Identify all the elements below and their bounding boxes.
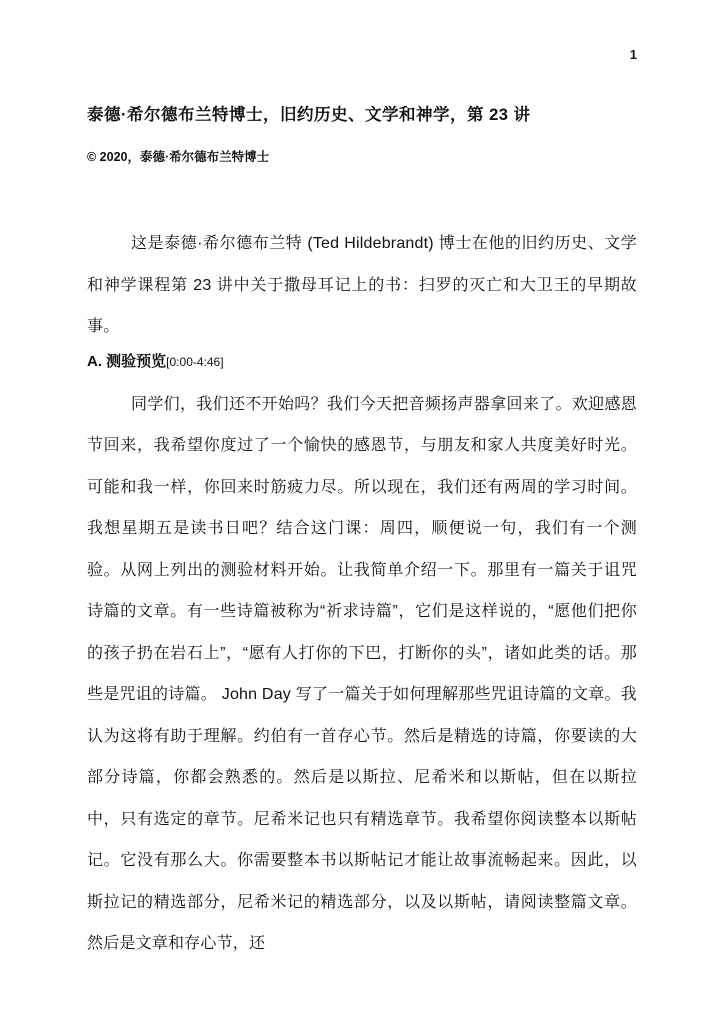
section-heading-timestamp: [0:00-4:46] xyxy=(166,354,224,369)
page-number: 1 xyxy=(629,47,637,62)
intro-paragraph: 这是泰德·希尔德布兰特 (Ted Hildebrandt) 博士在他的旧约历史、文学和神学课程第 23 讲中关于撒母耳记上的书：扫罗的灭亡和大卫王的早期故事。 xyxy=(87,235,637,335)
section-heading-label: A. 测验预览 xyxy=(87,352,167,370)
document-title: 泰德·希尔德布兰特博士，旧约历史、文学和神学，第 23 讲 xyxy=(87,106,531,124)
section-body-paragraph: 同学们，我们还不开始吗？我们今天把音频扬声器拿回来了。欢迎感恩节回来，我希望你度过了一个愉快的感恩节，与朋友和家人共度美好时光。可能和我一样，你回来时筋疲力尽。所以现在，我们还有两周的学习时间。我想星期五是读书日吧？结合这门课：周四，顺便说一句，我们有一个测验。从网上列出的测验材料开始。让我简单介绍一下。那里有一篇关于诅咒诗篇的文章。有一些诗篇被称为“祈求诗篇”，它们是这样说的，“愿他们把你的孩子扔在岩石上”，“愿有人打你的下巴，打断你的头”，诸如此类的话。那些是咒诅的诗篇。 John Day 写了一篇关于如何理解那些咒诅诗篇的文章。我认为这将有助于理解。约伯有一首存心节。然后是精选的诗篇，你要读的大部分诗篇，你都会熟悉的。然后是以斯拉、尼希米和以斯帖，但在以斯拉中，只有选定的章节。尼希米记也只有精选章节。我希望你阅读整本以斯帖记。它没有那么大。你需要整本书以斯帖记才能让故事流畅起来。因此，以斯拉记的精选部分，尼希米记的精选部分，以及以斯帖，请阅读整篇文章。然后是文章和存心节，还 xyxy=(87,395,637,952)
section-heading xyxy=(87,352,637,372)
copyright-line: © 2020，泰德·希尔德布兰特博士 xyxy=(87,150,270,164)
